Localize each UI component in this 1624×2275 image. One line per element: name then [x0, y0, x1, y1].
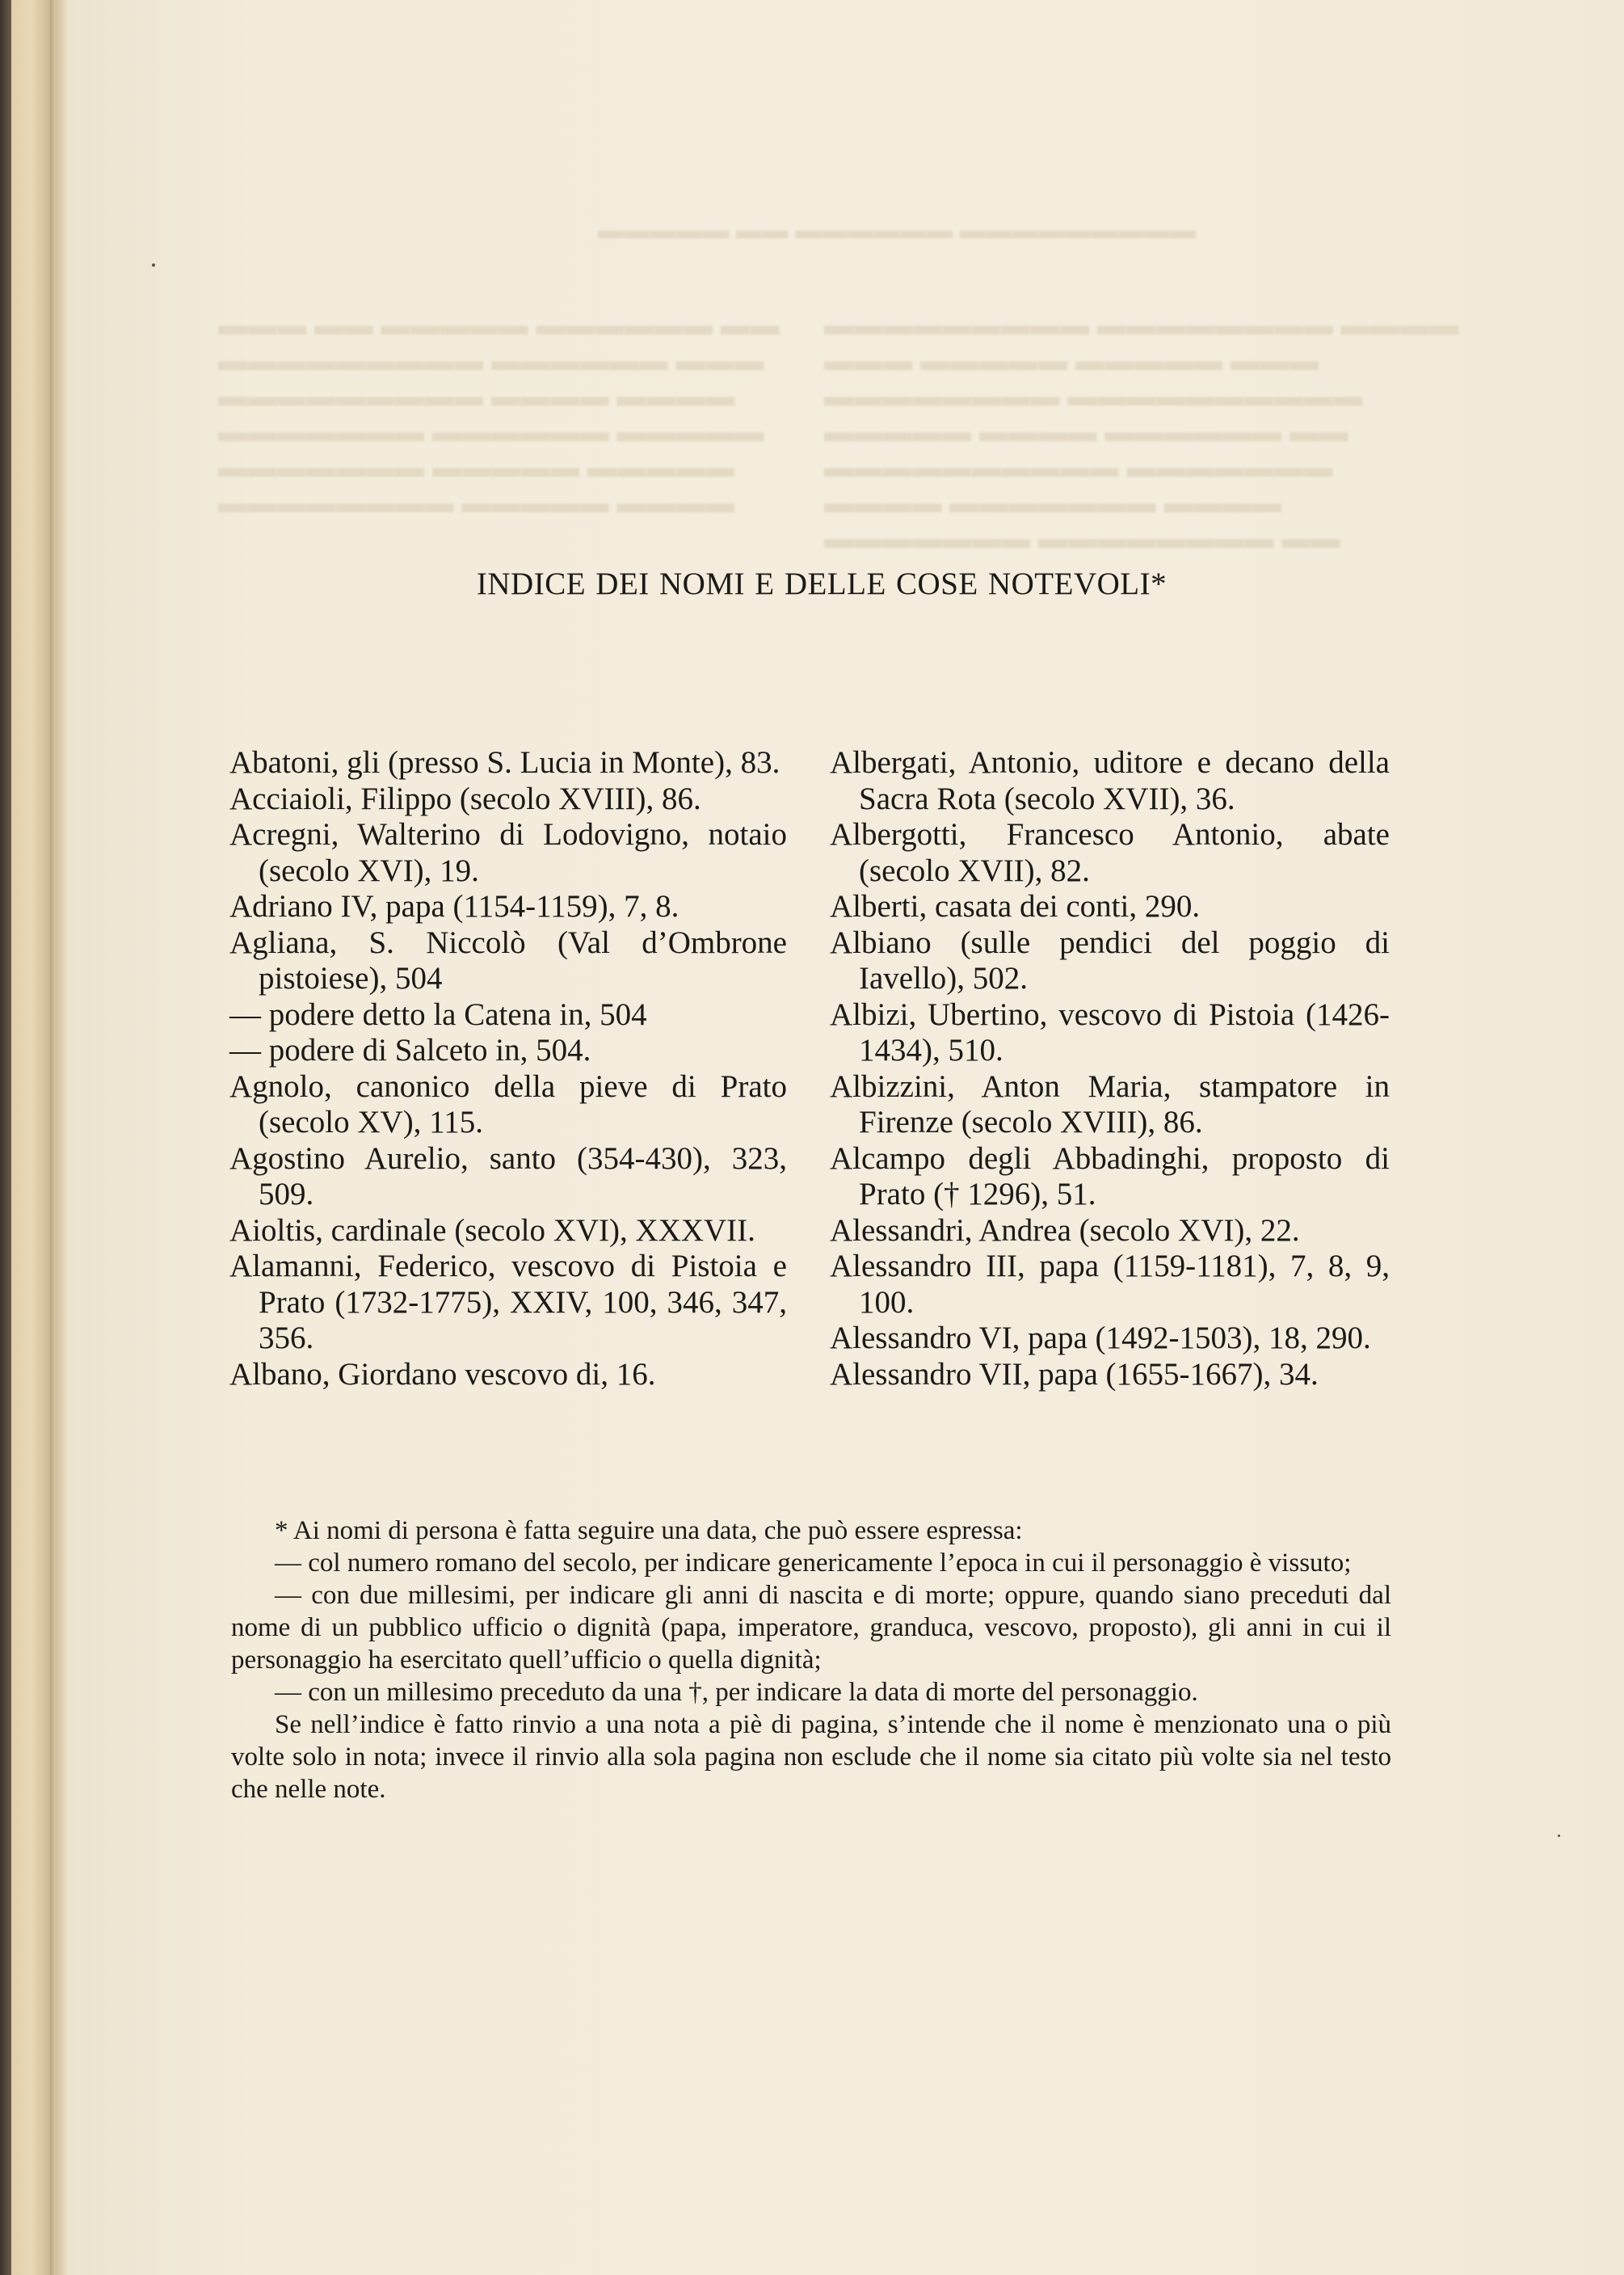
- bleed-through-block: ▬▬▬▬▬▬▬▬▬ ▬▬▬▬▬▬▬▬ ▬▬▬▬ ▬▬▬ ▬▬▬▬▬ ▬▬▬▬▬ ▬▬▬ ▬▬▬▬▬▬▬▬ ▬▬▬▬▬▬▬▬▬▬ ▬▬▬▬▬ ▬▬▬▬ ▬▬▬▬▬▬ ▬▬ ▬▬▬▬▬▬▬▬▬▬ ▬▬▬▬▬▬▬ ▬▬▬▬ ▬▬▬▬▬▬▬ ▬▬▬▬ ▬▬▬▬▬▬▬ ▬▬▬▬▬▬▬▬ ▬▬: [824, 309, 1459, 554]
- bleed-through-header: ▬▬▬▬▬ ▬▬ ▬▬▬▬▬▬ ▬▬▬▬▬▬▬▬▬: [598, 215, 1197, 244]
- scanner-edge: [0, 0, 11, 2275]
- footnote-paragraph: Se nell’indice è fatto rinvio a una nota a piè di pagina, s’intende che il nome è menzionato una o più volte solo in nota; invece il rinvio alla sola pagina non esclude che il nome sia citato più volte sia nel testo che nelle note.: [231, 1710, 1391, 1804]
- footnote-paragraph: * Ai nomi di persona è fatta seguire una data, che può essere espressa:: [275, 1516, 1023, 1545]
- index-entry: Alcampo degli Abbadinghi, proposto di Prato († 1296), 51.: [830, 1140, 1390, 1211]
- gutter-fold: [50, 0, 55, 2275]
- index-entry: Agostino Aurelio, santo (354-430), 323, 509.: [229, 1140, 787, 1211]
- index-entry: Alberti, casata dei conti, 290.: [830, 889, 1201, 924]
- index-entry: Albizzini, Anton Maria, stampatore in Firenze (secolo XVIII), 86.: [830, 1068, 1390, 1140]
- book-gutter: [11, 0, 68, 2275]
- index-title: INDICE DEI NOMI E DELLE COSE NOTEVOLI*: [476, 567, 1168, 601]
- index-entry: Alamanni, Federico, vescovo di Pistoia e Prato (1732-1775), XXIV, 100, 346, 347, 356.: [229, 1249, 787, 1355]
- index-entry: Acciaioli, Filippo (secolo XVIII), 86.: [229, 781, 701, 816]
- index-entry: — podere di Salceto in, 504.: [229, 1033, 591, 1068]
- paper-speck: [1558, 1835, 1560, 1837]
- index-entry: Abatoni, gli (presso S. Lucia in Monte), 83.: [229, 745, 780, 780]
- index-column-right: [830, 745, 1390, 1392]
- index-entry: — podere detto la Catena in, 504: [229, 996, 647, 1032]
- bleed-through-block: ▬▬▬ ▬▬ ▬▬▬▬▬ ▬▬▬▬▬▬ ▬▬ ▬▬▬▬▬▬▬▬▬ ▬▬▬▬▬▬ ▬▬▬ ▬▬▬▬▬▬▬▬▬ ▬▬▬▬ ▬▬▬▬ ▬▬▬▬▬▬▬ ▬▬▬▬▬▬ ▬▬▬▬▬ ▬▬▬▬▬▬▬ ▬▬▬▬▬ ▬▬▬▬▬ ▬▬▬▬▬▬▬▬ ▬▬▬▬▬ ▬▬▬▬: [218, 309, 780, 519]
- index-entry: Alessandri, Andrea (secolo XVI), 22.: [830, 1212, 1300, 1248]
- footnote-paragraph: — con due millesimi, per indicare gli anni di nascita e di morte; oppure, quando siano preceduti dal nome di un pubblico ufficio o dignità (papa, imperatore, granduca, vescovo, proposto), gli anni in cui il personaggio ha esercitato quell’ufficio o quella dignità;: [231, 1581, 1391, 1675]
- index-entry: Agnolo, canonico della pieve di Prato (secolo XV), 115.: [229, 1068, 787, 1140]
- index-entry: Albergotti, Francesco Antonio, abate (secolo XVII), 82.: [830, 817, 1390, 888]
- index-entry: Alessandro VII, papa (1655-1667), 34.: [830, 1356, 1319, 1392]
- index-entry: Albizi, Ubertino, vescovo di Pistoia (1426-1434), 510.: [830, 996, 1390, 1068]
- footnote-paragraph: — col numero romano del secolo, per indicare genericamente l’epoca in cui il personaggio è vissuto;: [275, 1548, 1352, 1578]
- paper-speck: [152, 263, 155, 267]
- index-entry: Acregni, Walterino di Lodovigno, notaio (secolo XVI), 19.: [229, 817, 787, 888]
- index-column-left: [229, 745, 787, 1392]
- index-entry: Aioltis, cardinale (secolo XVI), XXXVII.: [229, 1212, 755, 1248]
- index-entry: Albiano (sulle pendici del poggio di Iavello), 502.: [830, 925, 1390, 996]
- index-entry: Alessandro VI, papa (1492-1503), 18, 290.: [830, 1321, 1371, 1355]
- footnote-block: [231, 1515, 1391, 1805]
- index-entry: Agliana, S. Niccolò (Val d’Ombrone pistoiese), 504: [229, 925, 787, 996]
- footnote-paragraph: — con un millesimo preceduto da una †, per indicare la data di morte del personaggio.: [275, 1678, 1198, 1707]
- index-entry: Albergati, Antonio, uditore e decano della Sacra Rota (secolo XVII), 36.: [830, 745, 1390, 816]
- index-entry: Alessandro III, papa (1159-1181), 7, 8, 9, 100.: [830, 1249, 1390, 1320]
- index-entry: Albano, Giordano vescovo di, 16.: [229, 1356, 656, 1392]
- index-entry: Adriano IV, papa (1154-1159), 7, 8.: [229, 889, 679, 924]
